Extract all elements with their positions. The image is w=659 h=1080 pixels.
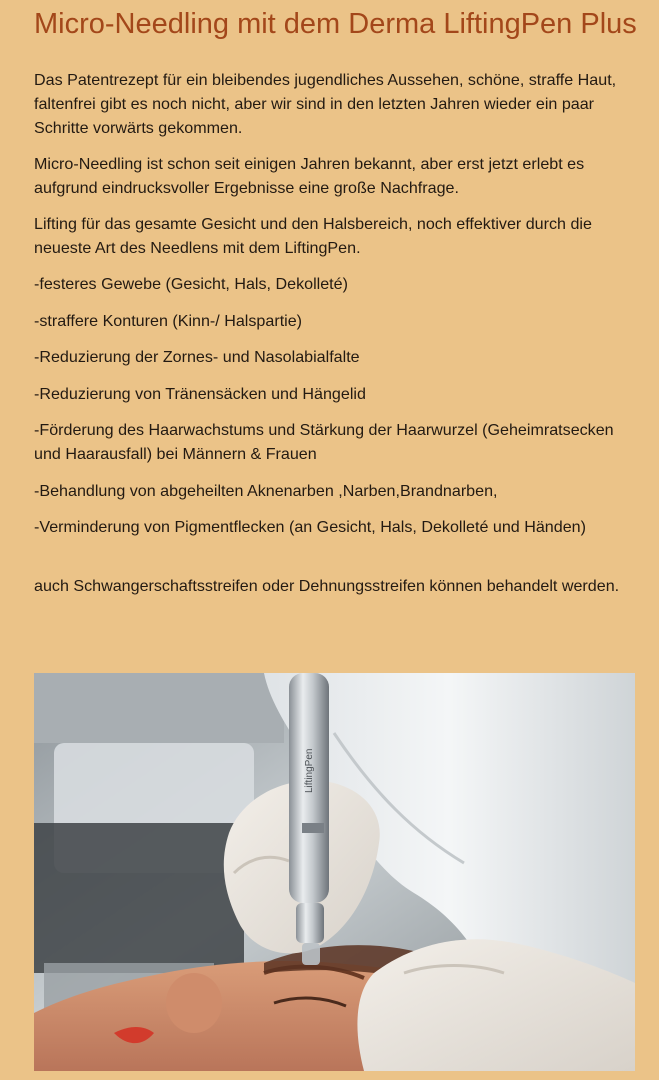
benefit-item: -festeres Gewebe (Gesicht, Hals, Dekolleté) <box>34 275 348 293</box>
pen-label: LiftingPen <box>304 748 315 793</box>
intro-paragraph: Micro-Needling ist schon seit einigen Jahren bekannt, aber erst jetzt erlebt es aufgrund eindrucksvoller Ergebnisse eine große Nachfrage. <box>34 155 585 197</box>
intro-paragraph: Das Patentrezept für ein bleibendes jugendliches Aussehen, schöne, straffe Haut, faltenfrei gibt es noch nicht, aber wir sind in den letzten Jahren wieder ein paar Schritte vorwärts gekommen. <box>34 71 617 137</box>
benefit-item: -Förderung des Haarwachstums und Stärkung der Haarwurzel (Geheimratsecken und Haarausfall) bei Männern & Frauen <box>34 421 614 463</box>
benefit-item: -Reduzierung von Tränensäcken und Hängelid <box>34 384 366 403</box>
benefit-item: -Verminderung von Pigmentflecken (an Gesicht, Hals, Dekolleté und Händen) <box>34 518 586 536</box>
article <box>34 0 638 610</box>
intro-paragraph: Lifting für das gesamte Gesicht und den Halsbereich, noch effektiver durch die neueste Art des Needlens mit dem LiftingPen. <box>34 215 592 257</box>
benefit-item: -Behandlung von abgeheilten Aknenarben ,Narben,Brandnarben, <box>34 481 498 500</box>
closing-paragraph: auch Schwangerschaftsstreifen oder Dehnungsstreifen können behandelt werden. <box>34 577 620 595</box>
benefit-item: -straffere Konturen (Kinn-/ Halspartie) <box>34 311 303 330</box>
treatment-photo <box>34 673 635 1071</box>
page-title: Micro-Needling mit dem Derma LiftingPen Plus <box>34 8 637 40</box>
article-body <box>34 68 638 598</box>
benefit-item: -Reduzierung der Zornes- und Nasolabialfalte <box>34 348 360 366</box>
